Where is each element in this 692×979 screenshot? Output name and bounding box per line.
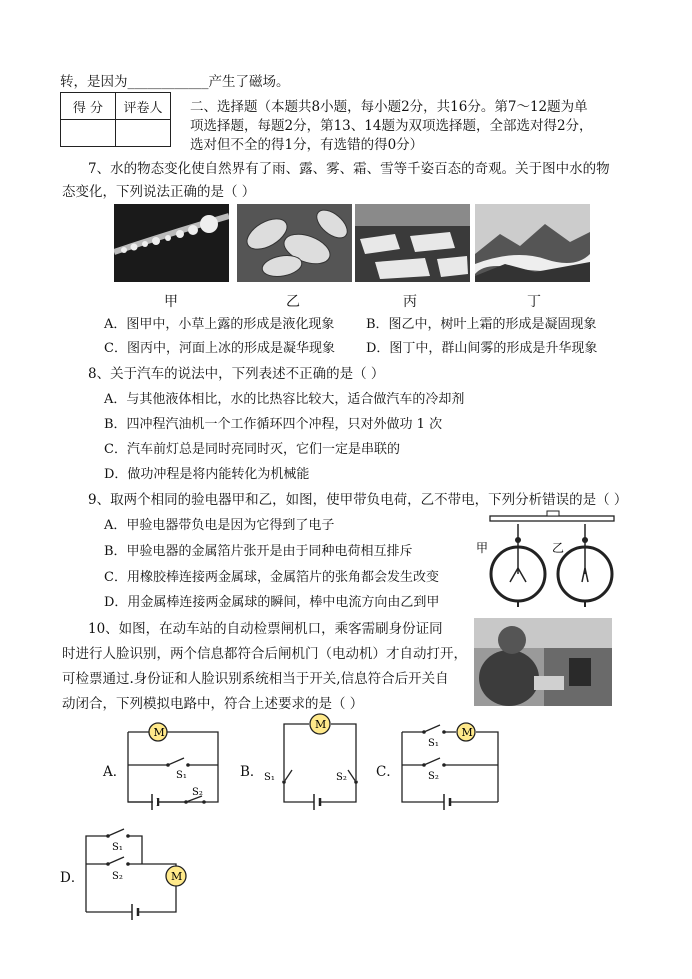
q8-option-a: A．与其他液体相比，水的比热容比较大，适合做汽车的冷却剂 [104,392,465,407]
photo-fog [475,204,590,282]
motor-label: M [461,726,473,739]
circuit-c [392,720,506,810]
s2-label: S₂ [112,871,123,882]
score-cell[interactable] [61,120,116,147]
photo-frost [237,204,352,282]
label-yi: 乙 [552,541,565,555]
circuit-d [76,826,194,920]
q7-option-d: D．图丁中，群山间雾的形成是升华现象 [366,341,598,356]
section-heading-2: 项选择题，每题2分，第13、14题为双项选择题，全部选对得2分， [190,118,593,134]
s1-label: S₁ [428,738,439,749]
q10-line-4: 动闭合，下列模拟电路中，符合上述要求的是（ ） [62,696,364,712]
electroscope-figure [472,510,622,608]
s2-label: S₂ [428,771,439,782]
q9-option-b: B．甲验电器的金属箔片张开是由于同种电荷相互排斥 [104,544,413,559]
caption-ding: 丁 [527,294,541,310]
circuit-a [118,720,230,810]
q7-option-b: B．图乙中，树叶上霜的形成是凝固现象 [366,317,597,332]
score-label: 得 分 [61,93,116,120]
motor-label: M [315,718,327,731]
circuit-c-label: C． [376,764,400,780]
motor-label: M [171,870,183,883]
q8-stem: 8、关于汽车的说法中，下列表述不正确的是（ ） [88,366,385,382]
q8-option-b: B．四冲程汽油机一个工作循环四个冲程，只对外做功 1 次 [104,417,443,432]
circuit-a-label: A． [103,764,127,780]
q9-option-c: C．用橡胶棒连接两金属球，金属箔片的张角都会发生改变 [104,570,439,585]
score-table [60,92,171,147]
s2-label: S₂ [336,772,347,783]
caption-yi: 乙 [286,294,300,310]
q10-line-3: 可检票通过.身份证和人脸识别系统相当于开关,信息符合后开关自 [62,671,449,687]
caption-jia: 甲 [164,294,178,310]
q7-stem-1: 7、水的物态变化使自然界有了雨、露、雾、霜、雪等千姿百态的奇观。关于图中水的物 [88,161,610,177]
circuit-d-label: D． [60,870,85,886]
q10-line-2: 时进行人脸识别，两个信息都符合后闸机门（电动机）才自动打开， [62,646,467,662]
caption-bing: 丙 [403,294,417,310]
section-heading-1: 二、选择题（本题共8小题，每小题2分，共16分。第7～12题为单 [190,99,588,115]
q7-option-c: C．图丙中，河面上冰的形成是凝华现象 [104,341,335,356]
s1-label: S₁ [112,842,123,853]
grader-cell[interactable] [116,120,171,147]
s1-label: S₁ [264,772,275,783]
circuit-b [262,712,372,810]
label-jia: 甲 [476,541,489,555]
q10-line-1: 10、如图，在动车站的自动检票闸机口，乘客需刷身份证同 [88,621,443,637]
s2-label: S₂ [192,787,203,798]
q8-option-c: C．汽车前灯总是同时亮同时灭，它们一定是串联的 [104,442,400,457]
q8-option-d: D．做功冲程是将内能转化为机械能 [104,467,310,482]
gate-photo [474,618,612,706]
intro-line: 转，是因为____________产生了磁场。 [60,74,290,90]
photo-dew [114,204,229,282]
s1-label: S₁ [176,770,187,781]
q9-stem: 9、取两个相同的验电器甲和乙，如图，使甲带负电荷，乙不带电，下列分析错误的是（ ） [88,492,628,508]
q9-option-d: D．用金属棒连接两金属球的瞬间，棒中电流方向由乙到甲 [104,595,440,610]
q7-option-a: A．图甲中，小草上露的形成是液化现象 [104,317,335,332]
section-heading-3: 选对但不全的得1分，有选错的得0分） [190,137,424,153]
q9-option-a: A．甲验电器带负电是因为它得到了电子 [104,518,335,533]
photo-ice [355,204,470,282]
circuit-b-label: B． [240,764,264,780]
q7-stem-2: 态变化，下列说法正确的是（ ） [62,184,256,200]
motor-label: M [153,726,165,739]
grader-label: 评卷人 [116,93,171,120]
